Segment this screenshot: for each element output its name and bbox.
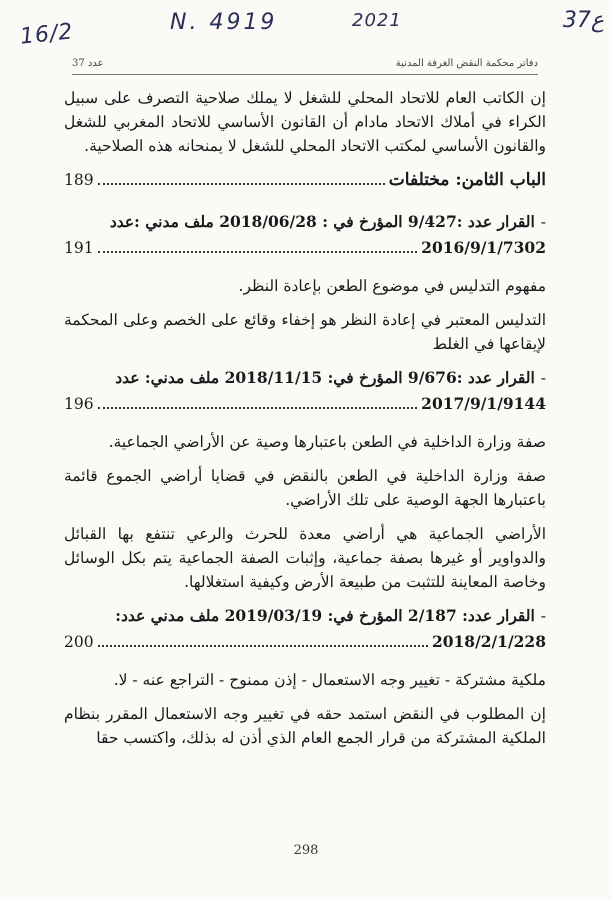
running-head-issue: عدد 37 [72, 58, 104, 69]
page-number: 298 [293, 843, 319, 858]
page-body [64, 86, 546, 760]
chapter-heading: الباب الثامن: مختلفات [388, 170, 546, 190]
decision-2-label: القرار عدد :9/676 المؤرخ في: 2018/11/15 ملف مدني: عدد [115, 368, 535, 387]
chapter-page-ref: 189 [64, 171, 94, 189]
decision-2-file-number: 2017/9/1/9144 [421, 394, 546, 413]
summary-2-text-2: الأراضي الجماعية هي أراضي معدة للحرث والرعي تنتفع بها القبائل والدواوير أو غيرها بصفة جماعية، وإثبات الصفة الجماعية يتم بكل الوسائل وخاصة المعاينة للتثبت من طبيعة الأرض وكيفية استغلالها. [64, 525, 546, 591]
summary-1-text: التدليس المعتبر في إعادة النظر هو إخفاء وقائع على الخصم وعلى المحكمة لإيقاعها في الغلط [64, 311, 546, 353]
decision-3-page-ref: 200 [64, 633, 94, 651]
decision-3-file-line [64, 630, 546, 654]
decision-1-file-line [64, 236, 546, 260]
running-head-title: دفاتر محكمة النقض الغرفة المدنية [395, 58, 538, 69]
summary-2-text: صفة وزارة الداخلية في الطعن بالنقض في قضايا أراضي الجموع قائمة باعتبارها الجهة الوصية على تلك الأراضي. [64, 467, 546, 509]
decision-2-page-ref: 196 [64, 395, 94, 413]
decision-2: -القرار عدد :9/676 المؤرخ في: 2018/11/15 ملف مدني: عدد [115, 368, 546, 387]
handwritten-note-middle: 2021 [352, 10, 402, 31]
summary-3-title: ملكية مشتركة - تغيير وجه الاستعمال - إذن ممنوح - التراجع عنه - لا. [113, 671, 546, 689]
dotted-leader [98, 169, 385, 185]
paragraph-union-secretary: إن الكاتب العام للاتحاد المحلي للشغل لا يملك صلاحية التصرف على سبيل الكراء في أملاك الاتحاد مادام أن القانون الأساسي للاتحاد المغربي للشغل والقانون الأساسي لمكتب الاتحاد المحلي للشغل لا يمنحانه هذه الصلاحية. [64, 89, 546, 155]
handwritten-note-right: 37ع [562, 8, 604, 33]
running-head [72, 56, 538, 75]
chapter-heading-line [64, 168, 546, 202]
dotted-leader [98, 631, 428, 647]
decision-3-file-number: 2018/2/1/228 [431, 632, 546, 651]
dotted-leader [98, 393, 418, 409]
decision-3: -القرار عدد: 2/187 المؤرخ في: 2019/03/19 ملف مدني عدد: [115, 606, 546, 625]
decision-1-page-ref: 191 [64, 239, 94, 257]
decision-1-label: القرار عدد :9/427 المؤرخ في : 2018/06/28 ملف مدني :عدد [109, 212, 535, 231]
decision-3-label: القرار عدد: 2/187 المؤرخ في: 2019/03/19 ملف مدني عدد: [115, 606, 535, 625]
summary-2-title: صفة وزارة الداخلية في الطعن باعتبارها وصية عن الأراضي الجماعية. [108, 433, 546, 451]
summary-3-text: إن المطلوب في النقض استمد حقه في تغيير وجه الاستعمال المقرر بنظام الملكية المشتركة من قرار الجمع العام الذي أذن له بذلك، واكتسب حقا [64, 705, 546, 747]
decision-1: -القرار عدد :9/427 المؤرخ في : 2018/06/28 ملف مدني :عدد [109, 212, 546, 231]
dotted-leader [98, 237, 418, 253]
handwritten-note-left: 16/2 [18, 19, 75, 50]
decision-2-file-line [64, 392, 546, 416]
handwritten-reference-number: N. 4919 [170, 10, 278, 35]
decision-1-file-number: 2016/9/1/7302 [421, 238, 546, 257]
summary-1-title: مفهوم التدليس في موضوع الطعن بإعادة النظر. [238, 277, 546, 295]
